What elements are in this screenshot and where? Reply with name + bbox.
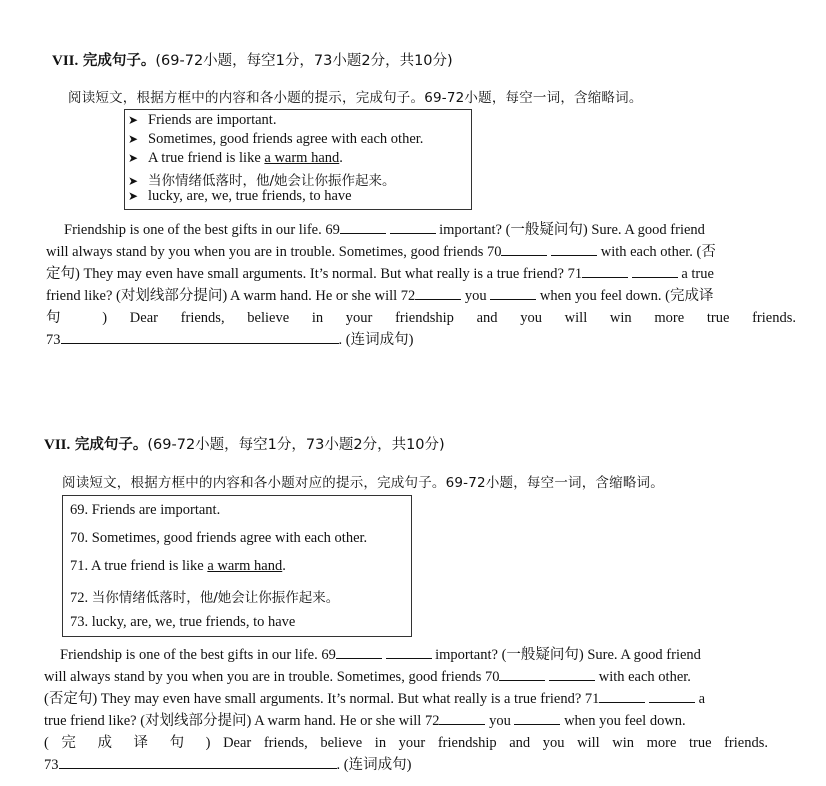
box-item: ➤ lucky, are, we, true friends, to have xyxy=(128,188,352,204)
blank-73[interactable] xyxy=(61,329,339,344)
blank-70b[interactable] xyxy=(549,666,595,681)
blank-71b[interactable] xyxy=(632,263,678,278)
passage: Friendship is one of the best gifts in our life. 69 important? (一般疑问句) Sure. A good friend will always stand by you when you are in trouble. Sometimes, good friends 70 with each other. (否 定句) They may even have small arguments. It’s normal. But what really is a true friend? 71 a true friend like? (对划线部分提问) A warm hand. He or she will 72 you when you feel down. (完成译 句 ) Dear friends, believe in your friendship and you will win more true friends. 73 . (连词成句) xyxy=(46,219,796,351)
blank-69b[interactable] xyxy=(390,219,436,234)
section-heading xyxy=(52,49,453,70)
arrow-bullet-icon: ➤ xyxy=(128,189,139,203)
hint-box xyxy=(124,109,472,210)
arrow-bullet-icon: ➤ xyxy=(128,132,139,146)
hint-box xyxy=(62,495,412,637)
heading-title: 完成句子。 xyxy=(82,53,156,69)
arrow-bullet-icon: ➤ xyxy=(128,151,139,165)
instruction: 阅读短文，根据方框中的内容和各小题的提示，完成句子。69-72小题，每空一词，含缩略词。 xyxy=(68,90,643,106)
blank-72a[interactable] xyxy=(415,285,461,300)
passage: Friendship is one of the best gifts in our life. 69 important? (一般疑问句) Sure. A good friend will always stand by you when you are in trouble. Sometimes, good friends 70 with each other. (否定句) They may even have small arguments. It’s normal. But what really is a true friend? 71 a true friend like? (对划线部分提问) A warm hand. He or she will 72 you when you feel down. ( 完 成 译 句 ) Dear friends, believe in your friendship and you will win more true friends. 73 . (连词成句) xyxy=(44,644,768,776)
arrow-bullet-icon: ➤ xyxy=(128,113,139,127)
heading-roman: VII. xyxy=(44,437,71,453)
box-item: 71. A true friend is like a warm hand. xyxy=(70,558,286,574)
box-item: 70. Sometimes, good friends agree with each other. xyxy=(70,530,368,546)
blank-72b[interactable] xyxy=(490,285,536,300)
blank-70a[interactable] xyxy=(501,241,547,256)
box-item: 73. lucky, are, we, true friends, to have xyxy=(70,614,296,630)
section-2 xyxy=(0,420,826,786)
instruction: 阅读短文，根据方框中的内容和各小题对应的提示，完成句子。69-72小题，每空一词，含缩略词。 xyxy=(62,475,664,491)
blank-71a[interactable] xyxy=(582,263,628,278)
box-item: ➤ A true friend is like a warm hand. xyxy=(128,150,343,166)
box-item: ➤ 当你情绪低落时，他/她会让你振作起来。 xyxy=(128,173,396,189)
heading-detail: (69-72小题，每空1分，73小题2分，共10分) xyxy=(147,437,445,453)
underlined-phrase: a warm hand xyxy=(207,558,283,574)
arrow-bullet-icon: ➤ xyxy=(128,174,139,188)
blank-72b[interactable] xyxy=(514,710,560,725)
blank-70b[interactable] xyxy=(551,241,597,256)
blank-73[interactable] xyxy=(59,754,337,769)
underlined-phrase: a warm hand xyxy=(264,150,340,166)
blank-71a[interactable] xyxy=(599,688,645,703)
blank-69a[interactable] xyxy=(336,644,382,659)
blank-71b[interactable] xyxy=(649,688,695,703)
box-item: ➤ Sometimes, good friends agree with each other. xyxy=(128,131,424,147)
heading-detail: (69-72小题，每空1分，73小题2分，共10分) xyxy=(155,53,453,69)
box-item: 72. 当你情绪低落时，他/她会让你振作起来。 xyxy=(70,590,340,606)
blank-72a[interactable] xyxy=(439,710,485,725)
section-heading xyxy=(44,433,445,454)
blank-69b[interactable] xyxy=(386,644,432,659)
section-1 xyxy=(0,0,826,390)
blank-70a[interactable] xyxy=(499,666,545,681)
box-item: ➤ Friends are important. xyxy=(128,112,277,128)
blank-69a[interactable] xyxy=(340,219,386,234)
box-item: 69. Friends are important. xyxy=(70,502,221,518)
heading-title: 完成句子。 xyxy=(74,437,148,453)
heading-roman: VII. xyxy=(52,53,79,69)
